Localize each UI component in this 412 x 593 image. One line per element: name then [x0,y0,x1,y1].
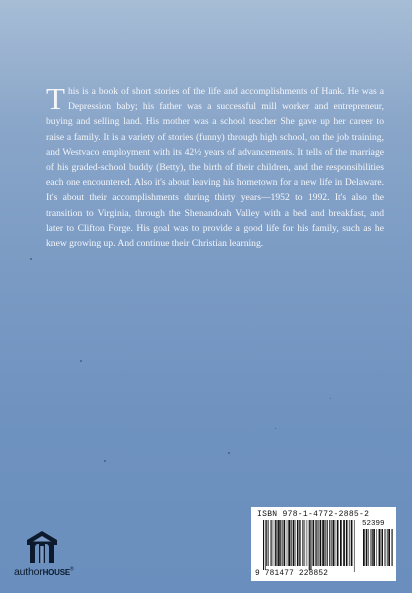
barcode-bar [337,520,339,566]
barcode-bar [300,520,301,566]
barcode-bar [386,529,387,566]
speck [30,258,32,260]
publisher-name-prefix: author [14,566,43,578]
barcode-bar [348,520,349,566]
barcode-bar [376,529,377,566]
barcode-bar [343,520,345,566]
back-cover-blurb [46,81,384,251]
barcode-bar [271,520,272,566]
barcode-bar [363,529,365,566]
barcode-bar [366,529,368,566]
isbn-label: ISBN 978-1-4772-2885-2 [257,510,370,519]
barcode-bar [373,529,375,566]
barcode-bar [307,520,308,566]
barcode-bar [263,520,264,572]
barcode-bar [382,529,383,566]
barcode-bar [265,520,266,572]
barcode-bar [392,529,393,566]
barcode-bar [335,520,336,566]
barcode-addon-bars [363,529,393,572]
barcode-bar [305,520,306,566]
barcode-bar [299,520,300,566]
authorhouse-house-icon [24,530,60,564]
barcode-bar [368,529,369,566]
barcode-bar [309,520,310,572]
barcode-bar [371,529,372,566]
blurb-text: his is a book of short stories of the life and accomplishments of Hank. He was a Depression baby; his father was a successful mill worker and entrepreneur, buying and selling land. His mother was a school teacher She gave up her career to raise a family. It is a variety of stories (funny) through high school, on the job training, and Westvaco employment with its 42½ years of advancements. It tells of the marriage of his graded-school buddy (Betty), the birth of their children, and the responsibilities each one encountered. Also it's about leaving his hometown for a new life in Delaware. It's about their accomplishments during thirty years—1952 to 1992. It's also the transition to Virginia, through the Shenandoah Valley with a bed and breakfast, and later to Clifton Forge. His goal was to provide a good life for his family, such as he knew growing up. And continue their Christian learning. [46,86,384,250]
speck [330,398,331,399]
barcode-bar [340,520,342,566]
barcode-bar [346,520,347,566]
barcode-bar [282,520,283,566]
barcode-bar [387,529,388,566]
barcode-bar [327,520,328,566]
barcode-bar [284,520,286,566]
barcode-bar [295,520,296,566]
barcode-bar [388,529,390,566]
barcode-bar [313,520,315,566]
barcode-bar [318,520,319,566]
barcode-bar [291,520,292,566]
barcode-bar [287,520,288,566]
barcode-bar [379,529,381,566]
barcode-bar [331,520,332,566]
speck [228,452,230,454]
barcode-bar [329,520,330,566]
publisher-logo [14,530,104,586]
barcode-bar [333,520,335,566]
drop-cap: T [46,81,65,116]
barcode-bar [381,529,382,566]
barcode-bar [266,520,267,566]
barcode-bar [310,520,311,572]
barcode-bar [276,520,277,566]
barcode-bar [354,520,355,572]
barcode-bar [320,520,322,566]
barcode-digits: 9 781477 228852 [255,570,329,578]
barcode-bar [324,520,325,566]
isbn-barcode [251,507,396,581]
barcode-bar [322,520,324,566]
speck [104,460,106,462]
barcode-bar [275,520,276,566]
barcode-bar [268,520,269,566]
barcode-bar [316,520,317,566]
publisher-name-suffix: HOUSE [42,568,71,577]
barcode-bar [349,520,350,566]
barcode-bar [280,520,281,566]
barcode-bar [385,529,386,566]
publisher-name [14,566,74,578]
speck [80,360,82,362]
speck [275,428,276,429]
barcode-bar [278,520,280,566]
barcode-bars [263,520,357,572]
barcode-bar [297,520,298,566]
barcode-bar [273,520,274,566]
barcode-bar [302,520,303,566]
barcode-bar [315,520,316,566]
registered-mark: ® [70,566,74,573]
barcode-bar [372,529,373,566]
barcode-bar [351,520,353,566]
price-code: 52399 [362,520,385,528]
barcode-bar [293,520,295,566]
barcode-bar [288,520,290,566]
